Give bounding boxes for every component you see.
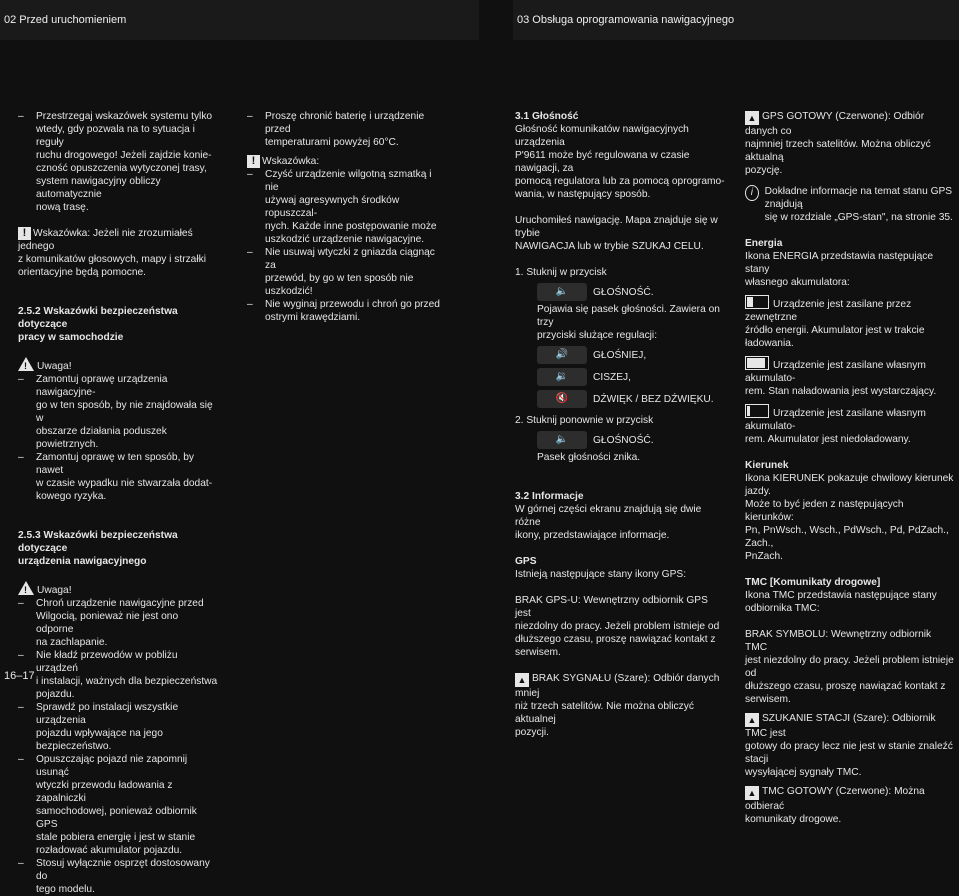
speaker-quieter-icon: 🔉: [555, 371, 569, 382]
warning-label: Uwaga!: [37, 585, 72, 596]
volume-button[interactable]: [537, 283, 587, 301]
louder-button[interactable]: [537, 346, 587, 364]
paragraph: Pojawia się pasek głośności. Zawiera on trzy przyciski służące regulacji:: [537, 304, 720, 341]
step-1: 1. Stuknij w przycisk: [515, 267, 607, 278]
page-header-left: 02 Przed uruchomieniem: [0, 0, 479, 40]
list-item: – Opuszczając pojazd nie zapomnij usunąć wtyczki przewodu ładowania z zapalniczki samochodowej, ponieważ odbiornik GPS stale pobiera energię i jest w stanie rozładować akumulator pojazdu.: [18, 753, 218, 857]
tip-paragraph: ! Wskazówka: Jeżeli nie zrozumiałeś jednego z komunikatów głosowych, mapy i strzałki orientacyjne będą pomocne.: [18, 227, 206, 278]
battery-charging-icon: [745, 295, 769, 309]
list-item: – Nie kładź przewodów w pobliżu urządzeń i instalacji, ważnych dla bezpieczeństwa pojazdu.: [18, 649, 218, 701]
page-number: 16–17: [4, 670, 35, 682]
speaker-mute-icon: 🔇: [555, 393, 569, 404]
volume-button[interactable]: [537, 431, 587, 449]
mute-button[interactable]: [537, 390, 587, 408]
section-heading: 2.5.3 Wskazówki bezpieczeństwa dotyczące urządzenia nawigacyjnego: [18, 530, 178, 567]
speaker-icon: 🔈: [555, 434, 569, 445]
paragraph: ▲ GPS GOTOWY (Czerwone): Odbiór danych co najmniej trzech satelitów. Można obliczyć aktualną pozycję.: [745, 111, 931, 176]
paragraph: Ikona ENERGIA przedstawia następujące stany własnego akumulatora:: [745, 251, 934, 288]
energy-heading: Energia: [745, 238, 783, 249]
gps-icon: ▲: [745, 111, 759, 125]
info-icon: i: [745, 185, 759, 201]
column-4: [745, 110, 955, 826]
list-item: – Proszę chronić baterię i urządzenie przed temperaturami powyżej 60°C.: [247, 110, 447, 149]
exclamation-box-icon: !: [247, 155, 260, 168]
list-item: – Zamontuj oprawę urządzenia nawigacyjne- go w ten sposób, by nie znajdowała się w obszarze działania poduszek powietrznych.: [18, 373, 218, 451]
exclamation-box-icon: !: [18, 227, 31, 240]
list-item: – Zamontuj oprawę w ten sposób, by nawet w czasie wypadku nie stwarzała dodat- kowego ryzyka.: [18, 451, 218, 503]
paragraph: ▲ TMC GOTOWY (Czerwone): Można odbierać komunikaty drogowe.: [745, 786, 925, 825]
column-1: [18, 110, 218, 896]
tip-label: Wskazówka:: [262, 156, 320, 167]
column-3: 3.1 Głośność Głośność komunikatów nawigacyjnych urządzenia P'9611 może być regulowana w czasie nawigacji, za pomocą regulatora lub za pomocą oprogramo- wania, w następujący sposób. Uruchomiłeś nawigację. Mapa znajduje się w trybie NAWIGACJA lub w trybie SZUKAJ CELU. 1. Stuknij w przycisk 🔈 GŁOŚNOŚĆ. Pojawia się pasek głośności. Zawiera on trzy przyciski służące regulacji: 🔊 GŁOŚNIEJ, 🔉 CISZEJ, 🔇 DŹWIĘK / BEZ DŹWIĘKU. 2. Stuknij ponownie w przycisk 🔈 GŁOŚNOŚĆ. Pasek głośności znika. 3.2 Informacje W górnej części ekranu znajdują się dwie różne ikony, przedstawiające informacje. GPS Istnieją następujące stany ikony GPS: BRAK GPS-U: Wewnętrzny odbiornik GPS jest niezdolny do pracy. Jeżeli problem istnieje od dłuższego czasu, proszę nawiązać kontakt z serwisem. ▲ BRAK SYGNAŁU (Szare): Odbiór danych mniej niż trzech satelitów. Nie można obliczyć aktualnej pozycji.: [515, 111, 725, 738]
paragraph: ▲ SZUKANIE STACJI (Szare): Odbiornik TMC jest gotowy do pracy lecz nie jest w stanie znaleźć stacji wysyłającej sygnały TMC.: [745, 713, 953, 778]
list-item: – Nie usuwaj wtyczki z gniazda ciągnąc za przewód, by go w ten sposób nie uszkodzić!: [247, 246, 447, 298]
section-heading: 3.2 Informacje: [515, 491, 584, 502]
quieter-button[interactable]: [537, 368, 587, 386]
list-item: – Przestrzegaj wskazówek systemu tylko wtedy, gdy pozwala na to sytuacja i reguły ruchu drogowego! Jeżeli zajdzie konie- czność opuszczenia wytyczonej trasy, system nawigacyjny obliczy automatycznie nową trasę.: [18, 110, 218, 214]
section-heading: 3.1 Głośność: [515, 111, 579, 122]
tmc-icon: ▲: [745, 713, 759, 727]
battery-full-icon: [745, 356, 769, 370]
info-note: i Dokładne informacje na temat stanu GPS znajdują się w rozdziale „GPS-stan", na stronie 35.: [745, 185, 955, 224]
list-item: – Chroń urządzenie nawigacyjne przed Wilgocią, ponieważ nie jest ono odporne na zachlapanie.: [18, 597, 218, 649]
page-header-right: 03 Obsługa oprogramowania nawigacyjnego: [513, 0, 959, 40]
battery-low-icon: [745, 404, 769, 418]
paragraph: Urządzenie jest zasilane własnym akumulato- rem. Akumulator jest niedoładowany.: [745, 404, 955, 446]
paragraph: Ikona TMC przedstawia następujące stany odbiornika TMC:: [745, 590, 937, 614]
step-2: 2. Stuknij ponownie w przycisk: [515, 415, 654, 426]
caution-triangle-icon: !: [18, 357, 34, 371]
list-item: – Stosuj wyłącznie osprzęt dostosowany do tego modelu.: [18, 857, 218, 896]
paragraph: Urządzenie jest zasilane własnym akumulato- rem. Stan naładowania jest wystarczający.: [745, 356, 955, 398]
list-item: – Czyść urządzenie wilgotną szmatką i nie używaj agresywnych środków ropuszczal- nych. Każde inne postępowanie może uszkodzić urządzenie nawigacyjne.: [247, 168, 447, 246]
list-item: – Nie wyginaj przewodu i chroń go przed ostrymi krawędziami.: [247, 298, 447, 324]
section-heading: 2.5.2 Wskazówki bezpieczeństwa dotyczące pracy w samochodzie: [18, 306, 178, 343]
warning-label: Uwaga!: [37, 361, 72, 372]
tmc-heading: TMC [Komunikaty drogowe]: [745, 577, 881, 588]
list-item: – Sprawdź po instalacji wszystkie urządzenia pojazdu wpływające na jego bezpieczeństwo.: [18, 701, 218, 753]
gps-heading: GPS: [515, 556, 537, 567]
speaker-louder-icon: 🔊: [555, 349, 569, 360]
paragraph: BRAK SYMBOLU: Wewnętrzny odbiornik TMC jest niezdolny do pracy. Jeżeli problem istnieje od dłuższego czasu, proszę nawiązać kontakt z serwisem.: [745, 629, 954, 705]
speaker-icon: 🔈: [555, 286, 569, 297]
paragraph: Urządzenie jest zasilane przez zewnętrzne źródło energii. Akumulator jest w trakcie ładowania.: [745, 295, 955, 350]
caution-triangle-icon: !: [18, 581, 34, 595]
paragraph: Głośność komunikatów nawigacyjnych urządzenia P'9611 może być regulowana w czasie nawigacji, za pomocą regulatora lub za pomocą oprogramo- wania, w następujący sposób.: [515, 124, 725, 200]
paragraph: W górnej części ekranu znajdują się dwie różne ikony, przedstawiające informacje.: [515, 504, 702, 541]
paragraph: BRAK GPS-U: Wewnętrzny odbiornik GPS jest niezdolny do pracy. Jeżeli problem istnieje od dłuższego czasu, proszę nawiązać kontakt z serwisem.: [515, 595, 720, 658]
paragraph: Ikona KIERUNEK pokazuje chwilowy kierunek jazdy. Może to być jeden z następujących kierunków: Pn, PnWsch., Wsch., PdWsch., Pd, PdZach., Zach., PnZach.: [745, 473, 954, 562]
direction-heading: Kierunek: [745, 460, 789, 471]
paragraph: Uruchomiłeś nawigację. Mapa znajduje się w trybie NAWIGACJA lub w trybie SZUKAJ CELU.: [515, 215, 718, 252]
tmc-icon: ▲: [745, 786, 759, 800]
gps-icon: ▲: [515, 673, 529, 687]
column-2: [247, 110, 447, 324]
paragraph: ▲ BRAK SYGNAŁU (Szare): Odbiór danych mniej niż trzech satelitów. Nie można obliczyć aktualnej pozycji.: [515, 673, 720, 738]
